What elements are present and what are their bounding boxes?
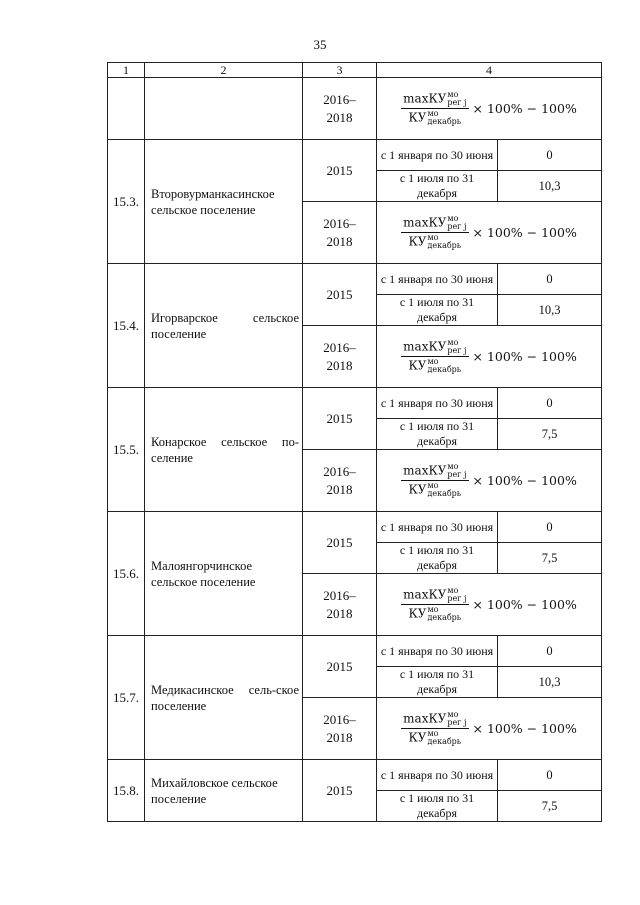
formula-denominator-sub: декабрь	[427, 489, 462, 498]
formula-denominator-sub: декабрь	[427, 737, 462, 746]
formula-numerator-sub: рег j	[447, 718, 467, 727]
period-first-half: с 1 января по 30 июня	[377, 264, 498, 295]
formula-denominator-text: КУ	[408, 110, 427, 125]
formula-denominator-text: КУ	[408, 606, 427, 621]
formula-fraction	[401, 711, 468, 746]
value-second-half: 7,5	[498, 419, 602, 450]
formula-denominator	[408, 233, 461, 250]
formula-cell	[377, 326, 602, 388]
year-range: 2016– 2018	[303, 78, 377, 140]
formula-cell	[377, 574, 602, 636]
formula-denominator-text: КУ	[408, 234, 427, 249]
formula-numerator-sub: рег j	[447, 98, 467, 107]
value-second-half: 7,5	[498, 791, 602, 822]
settlement-name: Конарское сельское по-селение	[145, 388, 303, 512]
formula-numerator-sup: мо	[447, 710, 459, 719]
entry-number: 15.7.	[108, 636, 145, 760]
formula-denominator-sup: мо	[427, 357, 439, 366]
formula	[401, 463, 577, 498]
formula-denominator-text: КУ	[408, 730, 427, 745]
continued-name-cell	[145, 78, 303, 140]
formula	[401, 711, 577, 746]
year-2015: 2015	[303, 140, 377, 202]
formula-fraction	[401, 339, 468, 374]
formula-numerator-text: maxКУ	[403, 215, 447, 230]
formula-numerator-sub: рег j	[447, 594, 467, 603]
year-range: 2016– 2018	[303, 574, 377, 636]
formula-numerator	[401, 91, 468, 109]
formula-numerator	[401, 339, 468, 357]
formula-tail: × 100% − 100%	[472, 349, 577, 364]
page-number: 35	[313, 37, 327, 52]
formula	[401, 91, 577, 126]
formula	[401, 215, 577, 250]
tariff-table	[107, 62, 602, 822]
period-first-half: с 1 января по 30 июня	[377, 512, 498, 543]
formula-denominator-sub: декабрь	[427, 365, 462, 374]
formula-numerator-text: maxКУ	[403, 91, 447, 106]
formula-cell	[377, 78, 602, 140]
value-second-half: 10,3	[498, 295, 602, 326]
column-header-3: 3	[303, 63, 377, 78]
year-2015: 2015	[303, 388, 377, 450]
formula-fraction	[401, 215, 468, 250]
formula-cell	[377, 202, 602, 264]
formula-denominator	[408, 357, 461, 374]
formula-denominator	[408, 729, 461, 746]
year-range: 2016– 2018	[303, 326, 377, 388]
formula-numerator-text: maxКУ	[403, 339, 447, 354]
formula-numerator-text: maxКУ	[403, 711, 447, 726]
formula-tail: × 100% − 100%	[472, 597, 577, 612]
entry-number: 15.4.	[108, 264, 145, 388]
period-second-half: с 1 июля по 31 декабря	[377, 543, 498, 574]
value-first-half: 0	[498, 760, 602, 791]
settlement-name: Малоянгорчинское сельское поселение	[145, 512, 303, 636]
period-second-half: с 1 июля по 31 декабря	[377, 791, 498, 822]
year-range: 2016– 2018	[303, 698, 377, 760]
formula-denominator	[408, 109, 461, 126]
year-2015: 2015	[303, 636, 377, 698]
settlement-name: Михайловское сельское поселение	[145, 760, 303, 822]
period-second-half: с 1 июля по 31 декабря	[377, 171, 498, 202]
formula-numerator	[401, 587, 468, 605]
settlement-name: Игорварское сельское поселение	[145, 264, 303, 388]
continued-num-cell	[108, 78, 145, 140]
value-first-half: 0	[498, 264, 602, 295]
formula-denominator-sup: мо	[427, 481, 439, 490]
formula-denominator-text: КУ	[408, 482, 427, 497]
formula-denominator-sup: мо	[427, 109, 439, 118]
formula-fraction	[401, 463, 468, 498]
formula-tail: × 100% − 100%	[472, 101, 577, 116]
formula-numerator-sup: мо	[447, 214, 459, 223]
period-first-half: с 1 января по 30 июня	[377, 760, 498, 791]
formula-numerator-sub: рег j	[447, 470, 467, 479]
formula-cell	[377, 450, 602, 512]
formula-numerator	[401, 463, 468, 481]
formula-tail: × 100% − 100%	[472, 473, 577, 488]
year-range: 2016– 2018	[303, 202, 377, 264]
period-second-half: с 1 июля по 31 декабря	[377, 419, 498, 450]
year-2015: 2015	[303, 264, 377, 326]
year-range: 2016– 2018	[303, 450, 377, 512]
column-header-1: 1	[108, 63, 145, 78]
entry-number: 15.8.	[108, 760, 145, 822]
formula-numerator	[401, 711, 468, 729]
settlement-name: Медикасинское сель-ское поселение	[145, 636, 303, 760]
formula-tail: × 100% − 100%	[472, 225, 577, 240]
formula-tail: × 100% − 100%	[472, 721, 577, 736]
formula-numerator	[401, 215, 468, 233]
value-first-half: 0	[498, 140, 602, 171]
entry-number: 15.5.	[108, 388, 145, 512]
settlement-name: Второвурманкасинское сельское поселение	[145, 140, 303, 264]
formula-fraction	[401, 587, 468, 622]
entry-number: 15.3.	[108, 140, 145, 264]
formula-numerator-text: maxКУ	[403, 463, 447, 478]
formula-numerator-sup: мо	[447, 338, 459, 347]
year-2015: 2015	[303, 512, 377, 574]
formula	[401, 339, 577, 374]
value-first-half: 0	[498, 388, 602, 419]
period-first-half: с 1 января по 30 июня	[377, 140, 498, 171]
formula-cell	[377, 698, 602, 760]
formula-numerator-sup: мо	[447, 586, 459, 595]
period-second-half: с 1 июля по 31 декабря	[377, 295, 498, 326]
formula-denominator-sub: декабрь	[427, 117, 462, 126]
formula-denominator-sup: мо	[427, 605, 439, 614]
formula-denominator	[408, 481, 461, 498]
formula-fraction	[401, 91, 468, 126]
formula	[401, 587, 577, 622]
formula-numerator-sub: рег j	[447, 222, 467, 231]
formula-denominator-text: КУ	[408, 358, 427, 373]
period-first-half: с 1 января по 30 июня	[377, 388, 498, 419]
formula-denominator-sup: мо	[427, 729, 439, 738]
value-second-half: 7,5	[498, 543, 602, 574]
column-header-2: 2	[145, 63, 303, 78]
formula-denominator-sup: мо	[427, 233, 439, 242]
value-second-half: 10,3	[498, 667, 602, 698]
formula-denominator-sub: декабрь	[427, 241, 462, 250]
value-first-half: 0	[498, 636, 602, 667]
formula-numerator-text: maxКУ	[403, 587, 447, 602]
formula-numerator-sup: мо	[447, 90, 459, 99]
formula-numerator-sub: рег j	[447, 346, 467, 355]
entry-number: 15.6.	[108, 512, 145, 636]
period-first-half: с 1 января по 30 июня	[377, 636, 498, 667]
formula-numerator-sup: мо	[447, 462, 459, 471]
year-2015: 2015	[303, 760, 377, 822]
period-second-half: с 1 июля по 31 декабря	[377, 667, 498, 698]
formula-denominator	[408, 605, 461, 622]
column-header-4: 4	[377, 63, 602, 78]
formula-denominator-sub: декабрь	[427, 613, 462, 622]
value-first-half: 0	[498, 512, 602, 543]
value-second-half: 10,3	[498, 171, 602, 202]
